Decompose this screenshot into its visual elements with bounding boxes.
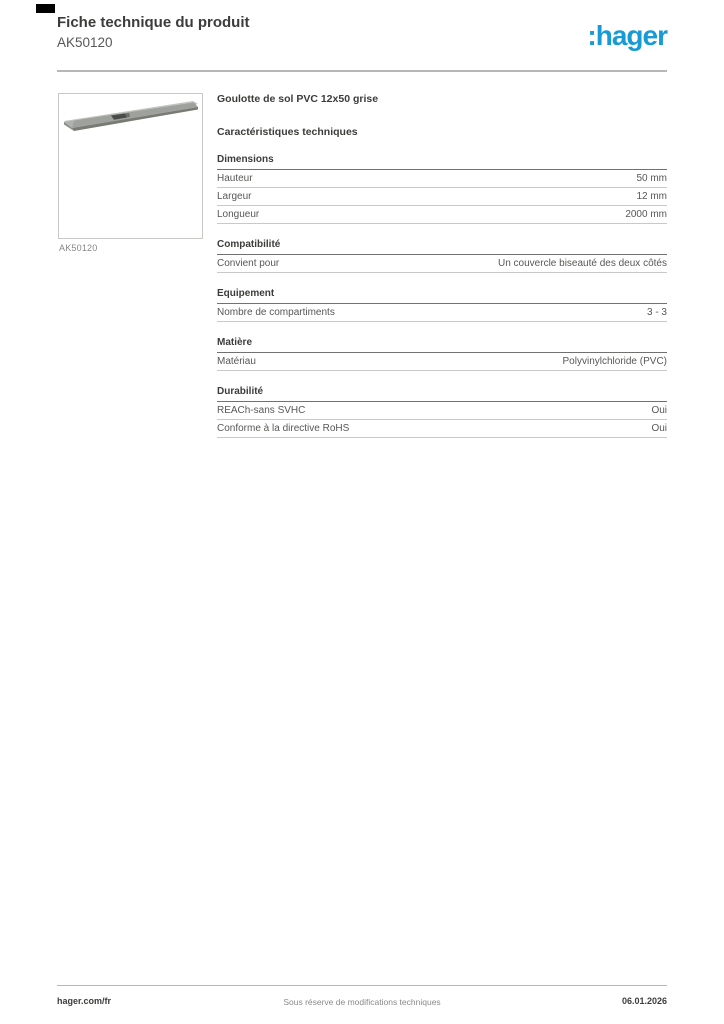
spec-label: Conforme à la directive RoHS [217,423,350,434]
section-title: Dimensions [217,154,667,170]
spec-label: Hauteur [217,173,253,184]
spec-value: Oui [651,423,667,434]
spec-label: Convient pour [217,258,280,269]
product-title: Goulotte de sol PVC 12x50 grise [217,93,379,105]
product-reference: AK50120 [57,35,113,50]
product-image-frame [58,93,203,239]
spec-value: Oui [651,405,667,416]
spec-label: REACh-sans SVHC [217,405,306,416]
spec-row-convient-pour [217,255,667,273]
section-durabilite [217,386,667,438]
footer-date: 06.01.2026 [621,996,667,1006]
page-title: Fiche technique du produit [57,14,250,31]
specifications-content [217,93,667,438]
page-header [57,14,667,64]
section-dimensions [217,154,667,224]
spec-label: Longueur [217,209,260,220]
spec-value: Un couvercle biseauté des deux côtés [498,258,667,269]
spec-value: 50 mm [636,173,667,184]
spec-value: 12 mm [636,191,667,202]
product-image-caption: AK50120 [59,243,98,253]
spec-row-reach [217,402,667,420]
header-divider [57,70,667,72]
hager-website-link[interactable]: hager.com/fr [57,996,112,1006]
spec-row-compartiments [217,304,667,322]
section-title: Equipement [217,288,667,304]
section-title: Matière [217,337,667,353]
page-footer [57,996,667,1010]
footer-divider [57,985,667,986]
section-matiere [217,337,667,371]
spec-row-largeur [217,188,667,206]
spec-value: 2000 mm [625,209,667,220]
spec-row-hauteur [217,170,667,188]
spec-label: Largeur [217,191,252,202]
section-title: Compatibilité [217,239,667,255]
spec-label: Nombre de compartiments [217,307,335,318]
product-photo-floor-trunking [59,94,202,238]
characteristics-heading: Caractéristiques techniques [217,126,358,138]
section-compatibilite [217,239,667,273]
hager-logo: :hager [587,20,667,51]
footer-disclaimer: Sous réserve de modifications techniques [283,997,441,1007]
spec-row-rohs [217,420,667,438]
spec-value: 3 - 3 [646,307,667,318]
print-registration-mark [36,4,55,13]
section-equipement [217,288,667,322]
spec-row-materiau [217,353,667,371]
section-title: Durabilité [217,386,667,402]
spec-row-longueur [217,206,667,224]
spec-label: Matériau [217,356,256,367]
spec-value: Polyvinylchloride (PVC) [562,356,667,367]
